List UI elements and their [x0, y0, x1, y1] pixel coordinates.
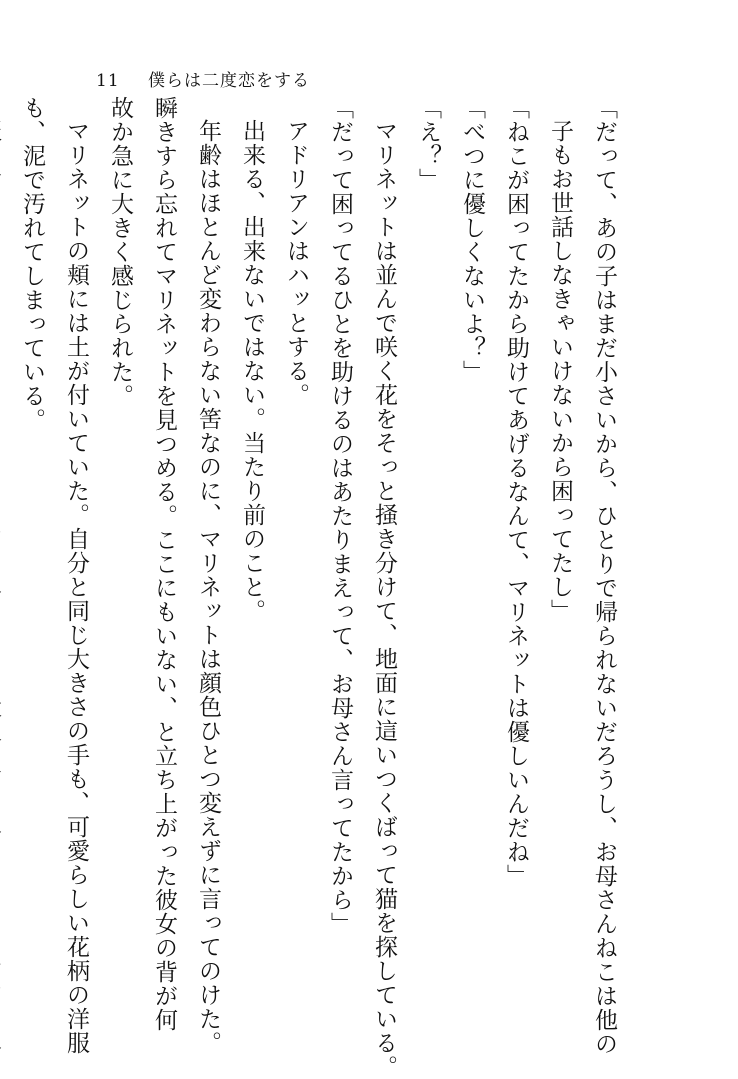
text-line: 年齢はほとんど変わらない筈なのに、マリネットは顔色ひとつ変えずに言ってのけた。: [195, 119, 221, 1055]
text-line: 出来る、出来ないではない。当たり前のこと。: [239, 119, 265, 623]
text-line: 「だって困ってるひとを助けるのはあたりまえって、お母さん言ってたから」: [327, 96, 353, 936]
text-line: マリネットの頬には土が付いていた。自分と同じ大きさの手も、可愛らしい花柄の洋服: [63, 119, 89, 1055]
text-line: 瞬きすら忘れてマリネットを見つめる。ここにもいない、と立ち上がった彼女の背が何: [151, 96, 177, 1032]
text-line: マリネットは並んで咲く花をそっと掻き分けて、地面に這いつくばって猫を探している。: [371, 119, 397, 1079]
text-line: 子もお世話しなきゃいけないから困ってたし」: [547, 119, 573, 623]
text-line: [0, 96, 10, 996]
body-text: [0, 96, 626, 1079]
text-line: 「だって、あの子はまだ小さいから、ひとりで帰られないだろうし、お母さんねこは他の: [591, 96, 617, 1056]
running-header: [96, 66, 310, 91]
text-line: アドリアンはハッとする。: [283, 119, 309, 407]
text-line: も、泥で汚れてしまっている。: [19, 96, 45, 432]
text-line: 故か急に大きく感じられた。: [107, 96, 133, 408]
book-title: 僕らは二度恋をする: [148, 71, 311, 91]
text-line: 「ねこが困ってたから助けてあげるなんて、マリネットは優しいんだね」: [503, 96, 529, 888]
text-line: 「べつに優しくないよ？」: [459, 96, 485, 384]
page-number: 11: [96, 71, 120, 91]
text-line: 「え？」: [415, 96, 441, 192]
